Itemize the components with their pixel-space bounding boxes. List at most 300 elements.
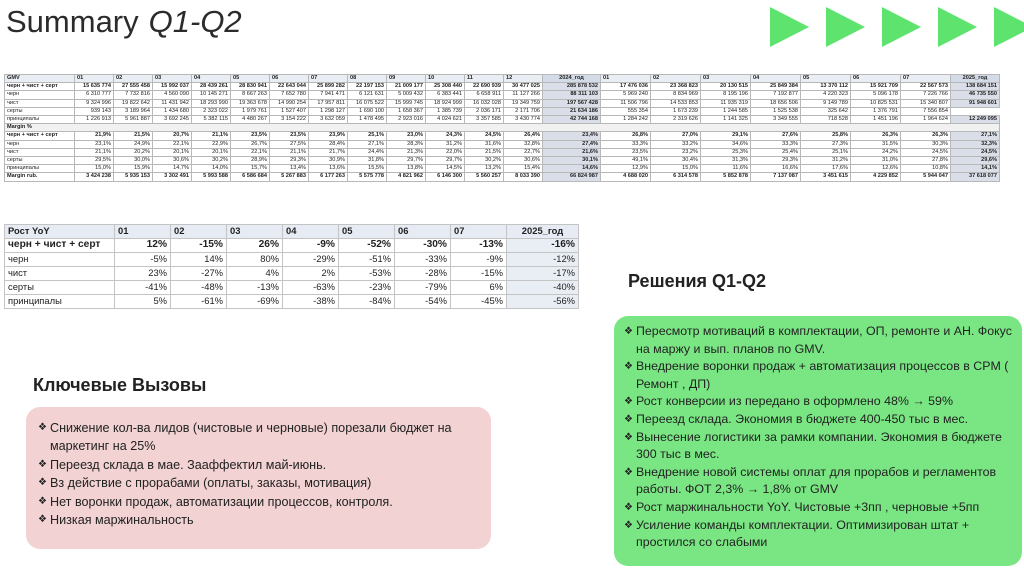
table-cell: 5 852 878 [701,173,751,181]
table-cell: 22 643 044 [270,83,309,91]
table-cell: 16 075 522 [348,99,387,107]
table-cell: 12,6% [851,165,901,173]
table-cell: 26,4% [504,132,543,140]
row-label: серты [5,107,75,115]
table-cell: 20,1% [192,148,231,156]
table-cell: 14 990 254 [270,99,309,107]
table-cell: 6 586 684 [231,173,270,181]
diamond-bullet-icon: ❖ [624,361,633,373]
table-cell: -17% [507,267,579,281]
table-cell: 7 941 471 [309,91,348,99]
table-cell: 30,4% [651,157,701,165]
table-cell: 29,7% [426,157,465,165]
table-cell: 939 143 [75,107,114,115]
challenges-heading: Ключевые Вызовы [33,375,207,395]
table-cell: 33,3% [751,140,801,148]
table-cell: 28,3% [387,140,426,148]
table-cell: 21,3% [387,148,426,156]
table-cell: 8 195 196 [701,91,751,99]
list-item [38,456,481,474]
table-cell: 27,4% [543,140,601,148]
column-header: 07 [451,225,507,239]
table-cell: 7 137 087 [751,173,801,181]
table-cell: 1 226 913 [75,116,114,124]
table-cell: 2 171 706 [504,107,543,115]
list-item [38,474,481,492]
table-cell: 13,2% [465,165,504,173]
table-cell: 27 555 458 [114,83,153,91]
table-cell: 15 635 774 [75,83,114,91]
row-label: серты [5,157,75,165]
table-cell: 15 340 807 [901,99,951,107]
table-cell: 21,9% [75,132,114,140]
table-row [5,116,1000,124]
column-header: 2025_год [507,225,579,239]
table-cell: -16% [507,239,579,253]
table-cell: 20 130 515 [701,83,751,91]
play-arrow-icon [822,4,868,50]
table-cell: 28,9% [231,157,270,165]
table-cell: 25,4% [751,148,801,156]
section-label: Margin % [5,124,1000,132]
row-label: Рост YoY [5,225,115,239]
table-cell: 27,8% [901,157,951,165]
column-header: 01 [75,75,114,83]
table-cell: 6 310 777 [75,91,114,99]
table-cell: 10,8% [901,165,951,173]
section-row [5,124,1000,132]
table-cell: 25 899 282 [309,83,348,91]
table-cell: 197 567 428 [543,99,601,107]
table-cell: 25 308 440 [426,83,465,91]
table-cell: 23,1% [75,140,114,148]
table-cell: 22,1% [153,140,192,148]
diamond-bullet-icon: ❖ [624,413,633,425]
table-cell: 30,2% [465,157,504,165]
solutions-list [624,323,1016,552]
table-cell: 80% [227,253,283,267]
table-row [5,157,1000,165]
diamond-bullet-icon: ❖ [38,514,47,526]
table-cell: 26% [227,239,283,253]
table-cell: 13,4% [270,165,309,173]
solutions-heading: Решения Q1-Q2 [628,271,767,291]
list-item [624,358,1016,393]
table-cell: -28% [395,267,451,281]
table-cell: 28 830 941 [231,83,270,91]
table-cell: -53% [339,267,395,281]
table-cell: 25,1% [801,148,851,156]
table-cell: 29,3% [751,157,801,165]
table-cell: -29% [283,253,339,267]
table-cell: 3 430 774 [504,116,543,124]
table-cell: -15% [171,239,227,253]
table-cell: 27,3% [801,140,851,148]
table-cell: -15% [451,267,507,281]
column-header: 2024_год [543,75,601,83]
table-cell: 4 821 962 [387,173,426,181]
table-cell: 14,0% [192,165,231,173]
list-item-text: Внедрение воронки продаж + автоматизация процессов в CPM ( Ремонт , ДП) [636,359,1009,391]
table-cell: -52% [339,239,395,253]
table-cell: 3 451 615 [801,173,851,181]
table-cell: 13,8% [387,165,426,173]
table-cell: 3 357 585 [465,116,504,124]
table-cell: 14,6% [543,165,601,173]
table-cell: 31,6% [465,140,504,148]
table-cell: 17 957 811 [309,99,348,107]
table-cell: 24,4% [348,148,387,156]
table-cell: 1 376 791 [851,107,901,115]
table-cell: 1 141 325 [701,116,751,124]
column-header: 11 [465,75,504,83]
table-cell: 24,5% [951,148,1000,156]
table-cell: -30% [395,239,451,253]
list-item-text: Переезд склада. Экономия в бюджете 400-450 тыс в мес. [636,411,969,426]
table-cell: 30,6% [153,157,192,165]
list-item-text: Пересмотр мотиваций в комплектации, ОП, ремонте и АН. Фокус на маржу и вып. планов по GMV. [636,324,1012,356]
table-cell: 1 673 239 [651,107,701,115]
row-label: чист [5,267,115,281]
list-item-text: Нет воронки продаж, автоматизации процессов, контроля. [50,494,393,509]
table-cell: 4 024 621 [426,116,465,124]
column-header: 05 [801,75,851,83]
column-header: 05 [231,75,270,83]
table-cell: 6 177 263 [309,173,348,181]
list-item [624,517,1016,552]
table-cell: 5 993 588 [192,173,231,181]
table-row [5,91,1000,99]
table-cell: -45% [451,295,507,309]
table-row [5,239,579,253]
table-cell: 285 878 532 [543,83,601,91]
row-label: принципалы [5,165,75,173]
table-cell: 22,1% [231,148,270,156]
column-header: 06 [270,75,309,83]
table-row [5,253,579,267]
table-cell: 26,7% [231,140,270,148]
diamond-bullet-icon: ❖ [624,519,633,531]
table-cell: 20,1% [153,148,192,156]
table-cell: 12,9% [601,165,651,173]
table-cell: 34,6% [701,140,751,148]
table-cell: 2% [283,267,339,281]
table-cell: 555 354 [601,107,651,115]
table-cell: 29,7% [387,157,426,165]
page-title [6,2,242,42]
table-cell: 1 478 495 [348,116,387,124]
challenges-list [38,419,481,529]
column-header: 04 [283,225,339,239]
table-cell: 7 556 854 [901,107,951,115]
table-row [5,140,1000,148]
table-cell: 31,8% [348,157,387,165]
table-cell: 23,5% [601,148,651,156]
column-header: 02 [651,75,701,83]
table-cell: 26,3% [851,132,901,140]
row-label: принципалы [5,116,75,124]
table-cell: 26,3% [901,132,951,140]
diamond-bullet-icon: ❖ [624,431,633,443]
table-cell: -13% [227,281,283,295]
table-cell: 1 385 739 [426,107,465,115]
table-cell: 25,8% [801,132,851,140]
table-row [5,281,579,295]
table-cell: 30,6% [504,157,543,165]
row-label: Margin rub. [5,173,75,181]
table-cell: 5 382 115 [192,116,231,124]
row-label: чист [5,148,75,156]
table-cell: 15 921 709 [851,83,901,91]
table-cell: 21 634 186 [543,107,601,115]
diamond-bullet-icon: ❖ [624,501,633,513]
table-cell: 4 480 267 [231,116,270,124]
table-cell: 15,7% [231,165,270,173]
table-cell: 23,0% [387,132,426,140]
list-item [38,511,481,529]
table-cell: -63% [283,281,339,295]
table-cell: 1 451 196 [851,116,901,124]
diamond-bullet-icon: ❖ [624,466,633,478]
table-cell: 6 658 911 [465,91,504,99]
play-arrow-icon [878,4,924,50]
table-cell: 6 146 300 [426,173,465,181]
column-header: 04 [192,75,231,83]
table-cell: 31,0% [851,157,901,165]
table-cell: 1 298 127 [309,107,348,115]
table-cell: 23 368 823 [651,83,701,91]
table-cell: 9 324 996 [75,99,114,107]
table-cell: 27,6% [751,132,801,140]
column-header: 03 [227,225,283,239]
table-cell: -23% [339,281,395,295]
list-item [624,499,1016,517]
diamond-bullet-icon: ❖ [38,477,47,489]
table-cell: 22,0% [426,148,465,156]
column-header: 03 [153,75,192,83]
table-cell: 8 834 969 [651,91,701,99]
list-item-text: Вынесение логистики за рамки компании. Экономия в бюджете 300 тыс в мес. [636,429,1002,462]
row-label: черн + чист + серт [5,239,115,253]
table-cell: 28,4% [309,140,348,148]
challenges-box [26,407,491,549]
table-cell: 21 009 177 [387,83,426,91]
table-cell: -41% [115,281,171,295]
table-cell: 16 032 028 [465,99,504,107]
table-cell: 11 431 942 [153,99,192,107]
table-cell: -5% [115,253,171,267]
title-period: Q1-Q2 [148,4,242,39]
table-cell: -13% [451,239,507,253]
table-cell: 23,4% [543,132,601,140]
table-cell: 5 961 887 [114,116,153,124]
table-cell: 1 244 585 [701,107,751,115]
table-cell: 1 964 624 [901,116,951,124]
table-cell: 11 506 796 [601,99,651,107]
table-cell: 6 383 441 [426,91,465,99]
column-header: 12 [504,75,543,83]
table-cell: 15,9% [114,165,153,173]
table-cell: 15,5% [348,165,387,173]
table-cell: -56% [507,295,579,309]
table-cell: 30,9% [309,157,348,165]
table-cell: 1 284 242 [601,116,651,124]
table-cell: 27,1% [951,132,1000,140]
table-cell: 46 735 550 [951,91,1000,99]
table-cell: 27,0% [651,132,701,140]
column-header: 10 [426,75,465,83]
table-cell: 15 992 037 [153,83,192,91]
table-cell: 26,8% [601,132,651,140]
table-cell: 8 667 263 [231,91,270,99]
table-cell: 21,5% [114,132,153,140]
table-cell: 5 267 883 [270,173,309,181]
table-cell: 22,7% [504,148,543,156]
list-item-text: Рост маржинальности YoY. Чистовые +3пп , черновые +5пп [636,499,980,514]
gmv-table [4,74,1000,182]
table-cell: 30,1% [543,157,601,165]
table-cell: 2 319 626 [651,116,701,124]
table-cell: -12% [507,253,579,267]
table-cell: 20,7% [153,132,192,140]
list-item-text: Рост конверсии из передано в оформлено 48% → 59% [636,394,953,409]
table-cell: 9 149 789 [801,99,851,107]
table-row [5,267,579,281]
table-cell: -38% [283,295,339,309]
table-cell: 24,9% [114,140,153,148]
list-item [38,493,481,511]
table-cell: 4% [227,267,283,281]
table-cell: -79% [395,281,451,295]
table-cell: 15,0% [651,165,701,173]
table-cell: 1 658 367 [387,107,426,115]
table-cell: 19 349 759 [504,99,543,107]
table-cell: 21,1% [192,132,231,140]
table-cell: 29,3% [270,157,309,165]
table-cell: 28 439 261 [192,83,231,91]
table-cell: 19 363 678 [231,99,270,107]
table-cell: 11 127 266 [504,91,543,99]
table-cell: -48% [171,281,227,295]
table-cell: 23,5% [270,132,309,140]
row-label: черн + чист + серт [5,132,75,140]
table-cell: 24,2% [851,148,901,156]
table-cell: 24,3% [426,132,465,140]
row-label: черн + чист + серт [5,83,75,91]
table-cell: 30,3% [901,140,951,148]
table-cell: 2 036 171 [465,107,504,115]
table-cell: 33,3% [601,140,651,148]
column-header: 01 [115,225,171,239]
table-cell: 22,9% [192,140,231,148]
table-cell: 1 690 100 [348,107,387,115]
table-cell: 14% [171,253,227,267]
table-cell: 32,8% [504,140,543,148]
table-cell: 18 293 990 [192,99,231,107]
table-cell: 15 999 745 [387,99,426,107]
table-cell: 23,5% [231,132,270,140]
column-header: 05 [339,225,395,239]
table-cell: 718 528 [801,116,851,124]
table-cell: 21,1% [270,148,309,156]
table-cell: 3 189 964 [114,107,153,115]
table-row [5,173,1000,181]
table-cell: 17,6% [801,165,851,173]
table-cell: 91 948 601 [951,99,1000,107]
table-cell: 14,5% [426,165,465,173]
table-cell: 8 033 390 [504,173,543,181]
table-cell: 1 525 538 [751,107,801,115]
list-item-text: Снижение кол-ва лидов (чистовые и черновые) порезали бюджет на маркетинг на 25% [50,421,452,454]
table-cell: 5 009 432 [387,91,426,99]
column-header: 03 [701,75,751,83]
table-cell: 31,3% [701,157,751,165]
table-cell: 30,2% [192,157,231,165]
table-cell: 30,0% [114,157,153,165]
table-cell: 4 220 323 [801,91,851,99]
table-cell: 30 477 025 [504,83,543,91]
table-cell: 3 349 555 [751,116,801,124]
column-header: 08 [348,75,387,83]
table-cell: -54% [395,295,451,309]
table-cell: 4 229 852 [851,173,901,181]
column-header: 06 [851,75,901,83]
table-cell: 22 690 939 [465,83,504,91]
table-cell: 27,5% [270,140,309,148]
table-cell: -33% [395,253,451,267]
table-cell: 2 923 016 [387,116,426,124]
row-label: чист [5,99,75,107]
list-item [624,323,1016,358]
table-cell: -27% [171,267,227,281]
table-header-row [5,225,579,239]
table-cell: 16,6% [751,165,801,173]
table-cell: 66 824 987 [543,173,601,181]
table-cell: 14 533 853 [651,99,701,107]
table-cell: -9% [451,253,507,267]
table-cell: 29,1% [701,132,751,140]
table-cell: 31,2% [426,140,465,148]
table-cell: 29,6% [951,157,1000,165]
table-cell: 11,6% [701,165,751,173]
column-header: 02 [114,75,153,83]
table-cell: 20,2% [114,148,153,156]
table-row [5,99,1000,107]
table-cell: 25 849 384 [751,83,801,91]
table-cell: 37 618 077 [951,173,1000,181]
column-header: 04 [751,75,801,83]
table-cell: 42 744 168 [543,116,601,124]
column-header: 01 [601,75,651,83]
table-cell: 14,1% [951,165,1000,173]
table-cell: 31,5% [851,140,901,148]
table-cell: 18 656 506 [751,99,801,107]
list-item [38,419,481,456]
solutions-box [614,316,1022,566]
table-cell: 14,7% [153,165,192,173]
yoy-table [4,224,579,309]
table-cell: -40% [507,281,579,295]
table-cell: 23,9% [309,132,348,140]
list-item-text: Внедрение новой системы оплат для прорабов и регламентов работы. ФОТ 2,3% → 1,8% от GMV [636,464,997,497]
column-header: 06 [395,225,451,239]
table-cell: 138 684 151 [951,83,1000,91]
table-cell: 19 822 642 [114,99,153,107]
play-arrow-icon [990,4,1024,50]
row-label: принципалы [5,295,115,309]
row-label: серты [5,281,115,295]
diamond-bullet-icon: ❖ [38,458,47,470]
